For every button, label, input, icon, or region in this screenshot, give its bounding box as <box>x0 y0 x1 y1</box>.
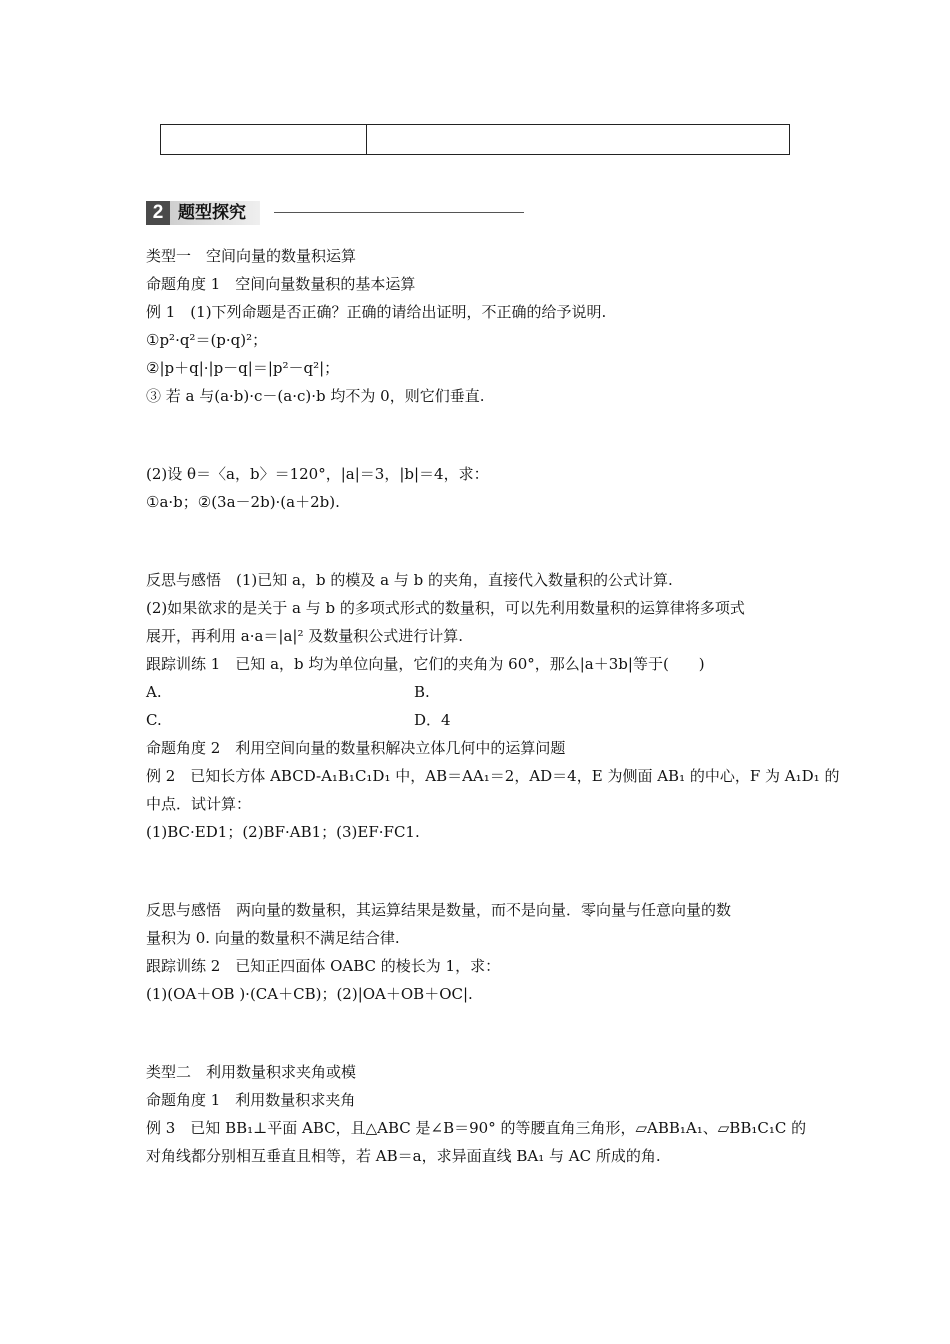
text-line: 展开，再利用 a·a＝|a|² 及数量积公式进行计算. <box>146 627 464 645</box>
text-line: 反思与感悟 (1)已知 a，b 的模及 a 与 b 的夹角，直接代入数量积的公式计算. <box>146 571 673 589</box>
text-line: 命题角度 2 利用空间向量的数量积解决立体几何中的运算问题 <box>146 739 566 757</box>
text-line: (2)设 θ＝〈a，b〉＝120°，|a|＝3，|b|＝4，求： <box>146 465 489 483</box>
text-line: 跟踪训练 2 已知正四面体 OABC 的棱长为 1，求： <box>146 957 501 975</box>
text-line: 例 2 已知长方体 ABCD-A₁B₁C₁D₁ 中，AB＝AA₁＝2，AD＝4，E 为侧面 AB₁ 的中心，F 为 A₁D₁ 的 <box>146 767 840 785</box>
text-line: 例 1 (1)下列命题是否正确？正确的请给出证明，不正确的给予说明. <box>146 303 607 321</box>
section-rule <box>274 212 524 213</box>
text-line: C. <box>146 711 162 729</box>
section-heading <box>146 200 526 226</box>
header-table <box>160 124 790 155</box>
section-title: 题型探究 <box>170 201 260 225</box>
table-divider <box>366 125 367 154</box>
text-line: 命题角度 1 空间向量数量积的基本运算 <box>146 275 416 293</box>
text-line: 类型二 利用数量积求夹角或模 <box>146 1063 357 1081</box>
text-line: 类型一 空间向量的数量积运算 <box>146 247 357 265</box>
text-line: 命题角度 1 利用数量积求夹角 <box>146 1091 356 1109</box>
text-line: ①p²·q²＝(p·q)²； <box>146 331 268 349</box>
option-line: D．4 <box>414 711 451 729</box>
text-line: (1)BC·ED1；(2)BF·AB1；(3)EF·FC1. <box>146 823 420 841</box>
text-line: ①a·b；②(3a－2b)·(a＋2b). <box>146 493 340 511</box>
text-line: 反思与感悟 两向量的数量积，其运算结果是数量，而不是向量．零向量与任意向量的数 <box>146 901 732 919</box>
text-line: 量积为 0. 向量的数量积不满足结合律. <box>146 929 400 947</box>
text-line: (1)(OA＋OB )·(CA＋CB)；(2)|OA＋OB＋OC|. <box>146 985 473 1003</box>
text-line: 跟踪训练 1 已知 a，b 均为单位向量，它们的夹角为 60°，那么|a＋3b|等于( ) <box>146 655 705 673</box>
text-line: 例 3 已知 BB₁⊥平面 ABC，且△ABC 是∠B＝90° 的等腰直角三角形，▱ABB₁A₁、▱BB₁C₁C 的 <box>146 1119 807 1137</box>
text-line: ②|p＋q|·|p－q|＝|p²－q²|； <box>146 359 340 377</box>
text-line: 对角线都分别相互垂直且相等，若 AB＝a，求异面直线 BA₁ 与 AC 所成的角. <box>146 1147 661 1165</box>
section-number: 2 <box>146 201 170 225</box>
text-line: 中点．试计算： <box>146 795 252 813</box>
text-line: ③ 若 a 与(a·b)·c－(a·c)·b 均不为 0，则它们垂直. <box>146 387 485 405</box>
text-line: A. <box>146 683 162 701</box>
option-line: B. <box>414 683 430 701</box>
text-line: (2)如果欲求的是关于 a 与 b 的多项式形式的数量积，可以先利用数量积的运算律将多项式 <box>146 599 745 617</box>
